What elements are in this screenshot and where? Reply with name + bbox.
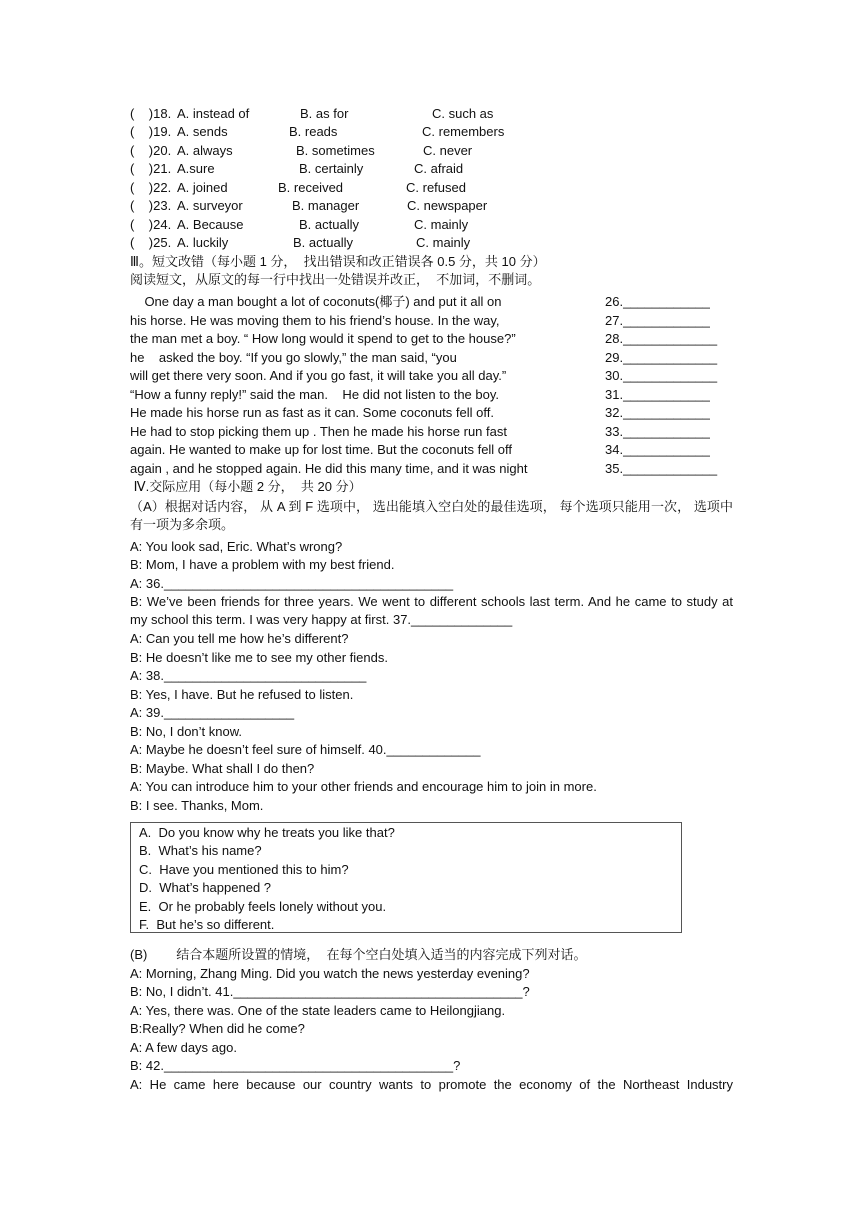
option-a: A. always xyxy=(177,143,233,158)
section-3-title: Ⅲ。短文改错（每小题 1 分， 找出错误和改正错误各 0.5 分，共 10 分） xyxy=(130,254,546,269)
mc-item-21 xyxy=(130,160,730,178)
dialog-line: A: 36.________________________________________ xyxy=(130,576,454,591)
dialog-line: A: He came here because our country wants to promote the economy of the Northeast Industry xyxy=(130,1077,733,1092)
passage-line: He made his horse run as fast as it can. Some coconuts fell off. xyxy=(130,405,494,420)
dialog-line: A: A few days ago. xyxy=(130,1040,237,1055)
option-a: A. luckily xyxy=(177,235,229,250)
dialog-line: A: Can you tell me how he’s different? xyxy=(130,631,349,646)
option-b: B. actually xyxy=(299,217,359,232)
option-c: C. mainly xyxy=(414,217,469,232)
mc-item-18 xyxy=(130,105,730,123)
answer-blank[interactable]: 34.____________ xyxy=(605,442,710,457)
mc-item-25 xyxy=(130,234,730,252)
option-a: A.sure xyxy=(177,161,215,176)
mc-number: ( )25. xyxy=(130,235,172,250)
dialog-paragraph: B: We’ve been friends for three years. We went to different schools last term. And he came to study at my school this term. I was very happy at first. 37.______________ xyxy=(130,594,733,627)
dialog-line: B: 42.________________________________________? xyxy=(130,1058,461,1073)
option-item: E. Or he probably feels lonely without you. xyxy=(139,899,387,914)
option-item: F. But he’s so different. xyxy=(139,917,275,932)
passage-line: again , and he stopped again. He did this many time, and it was night xyxy=(130,461,528,476)
mc-number: ( )21. xyxy=(130,161,172,176)
mc-item-22 xyxy=(130,179,730,197)
option-item: A. Do you know why he treats you like that? xyxy=(139,825,395,840)
option-b: B. as for xyxy=(300,106,349,121)
answer-blank[interactable]: 30._____________ xyxy=(605,368,718,383)
section-3-instruction: 阅读短文，从原文的每一行中找出一处错误并改正， 不加词，不删词。 xyxy=(130,272,541,287)
passage-line: the man met a boy. “ How long would it spend to get to the house?” xyxy=(130,331,516,346)
dialog-line: A: You can introduce him to your other friends and encourage him to join in more. xyxy=(130,779,597,794)
option-item: D. What’s happened ? xyxy=(139,880,272,895)
option-b: B. received xyxy=(278,180,344,195)
passage-line: he asked the boy. “If you go slowly,” the man said, “you xyxy=(130,350,457,365)
option-item: B. What’s his name? xyxy=(139,843,262,858)
option-b: B. certainly xyxy=(299,161,364,176)
dialog-line: B: Mom, I have a problem with my best friend. xyxy=(130,557,395,572)
option-c: C. afraid xyxy=(414,161,464,176)
option-a: A. surveyor xyxy=(177,198,243,213)
mc-number: ( )18. xyxy=(130,106,172,121)
dialog-line: B: He doesn’t like me to see my other fiends. xyxy=(130,650,388,665)
section-4-title: Ⅳ.交际应用（每小题 2 分， 共 20 分） xyxy=(130,479,362,494)
answer-blank[interactable]: 28._____________ xyxy=(605,331,718,346)
mc-number: ( )24. xyxy=(130,217,172,232)
mc-item-24 xyxy=(130,216,730,234)
mc-number: ( )22. xyxy=(130,180,172,195)
mc-item-20 xyxy=(130,142,730,160)
answer-blank[interactable]: 32.____________ xyxy=(605,405,710,420)
answer-blank[interactable]: 29._____________ xyxy=(605,350,718,365)
dialog-line: A: Morning, Zhang Ming. Did you watch the news yesterday evening? xyxy=(130,966,530,981)
part-a-instruction: （A）根据对话内容， 从 A 到 F 选项中， 选出能填入空白处的最佳选项， 每个选项只能用一次， 选项中有一项为多余项。 xyxy=(130,499,733,532)
passage-line: again. He wanted to make up for lost time. But the coconuts fell off xyxy=(130,442,513,457)
option-c: C. newspaper xyxy=(407,198,488,213)
option-item: C. Have you mentioned this to him? xyxy=(139,862,349,877)
answer-blank[interactable]: 33.____________ xyxy=(605,424,710,439)
dialog-line: B: No, I didn’t. 41.________________________________________? xyxy=(130,984,530,999)
option-b: B. reads xyxy=(289,124,338,139)
mc-item-19 xyxy=(130,123,730,141)
passage-line: his horse. He was moving them to his friend’s house. In the way, xyxy=(130,313,500,328)
dialog-line: B: Maybe. What shall I do then? xyxy=(130,761,315,776)
mc-number: ( )20. xyxy=(130,143,172,158)
option-c: C. remembers xyxy=(422,124,505,139)
option-a: A. instead of xyxy=(177,106,250,121)
passage-line: will get there very soon. And if you go fast, it will take you all day.” xyxy=(130,368,507,383)
dialog-line: B:Really? When did he come? xyxy=(130,1021,305,1036)
dialog-line: A: 39.__________________ xyxy=(130,705,295,720)
option-b: B. sometimes xyxy=(296,143,375,158)
passage-line: One day a man bought a lot of coconuts(椰子) and put it all on xyxy=(130,294,502,309)
dialog-line: A: You look sad, Eric. What’s wrong? xyxy=(130,539,343,554)
option-a: A. sends xyxy=(177,124,228,139)
dialog-line: B: I see. Thanks, Mom. xyxy=(130,798,264,813)
passage-line: “How a funny reply!” said the man. He did not listen to the boy. xyxy=(130,387,500,402)
option-c: C. never xyxy=(423,143,473,158)
dialog-line: A: Maybe he doesn’t feel sure of himself. 40._____________ xyxy=(130,742,481,757)
mc-number: ( )19. xyxy=(130,124,172,139)
mc-number: ( )23. xyxy=(130,198,172,213)
dialog-line: A: Yes, there was. One of the state leaders came to Heilongjiang. xyxy=(130,1003,506,1018)
option-a: A. Because xyxy=(177,217,244,232)
answer-blank[interactable]: 27.____________ xyxy=(605,313,710,328)
answer-blank[interactable]: 35._____________ xyxy=(605,461,718,476)
option-c: C. such as xyxy=(432,106,494,121)
option-b: B. manager xyxy=(292,198,360,213)
dialog-line: A: 38.____________________________ xyxy=(130,668,367,683)
part-b-instruction: (B) 结合本题所设置的情境， 在每个空白处填入适当的内容完成下列对话。 xyxy=(130,947,587,962)
option-b: B. actually xyxy=(293,235,353,250)
answer-blank[interactable]: 31.____________ xyxy=(605,387,710,402)
dialog-line: B: No, I don’t know. xyxy=(130,724,243,739)
option-c: C. refused xyxy=(406,180,466,195)
option-a: A. joined xyxy=(177,180,228,195)
option-c: C. mainly xyxy=(416,235,471,250)
answer-blank[interactable]: 26.____________ xyxy=(605,294,710,309)
mc-item-23 xyxy=(130,197,730,215)
dialog-line: B: Yes, I have. But he refused to listen. xyxy=(130,687,354,702)
options-box xyxy=(130,822,682,933)
passage-line: He had to stop picking them up . Then he made his horse run fast xyxy=(130,424,507,439)
